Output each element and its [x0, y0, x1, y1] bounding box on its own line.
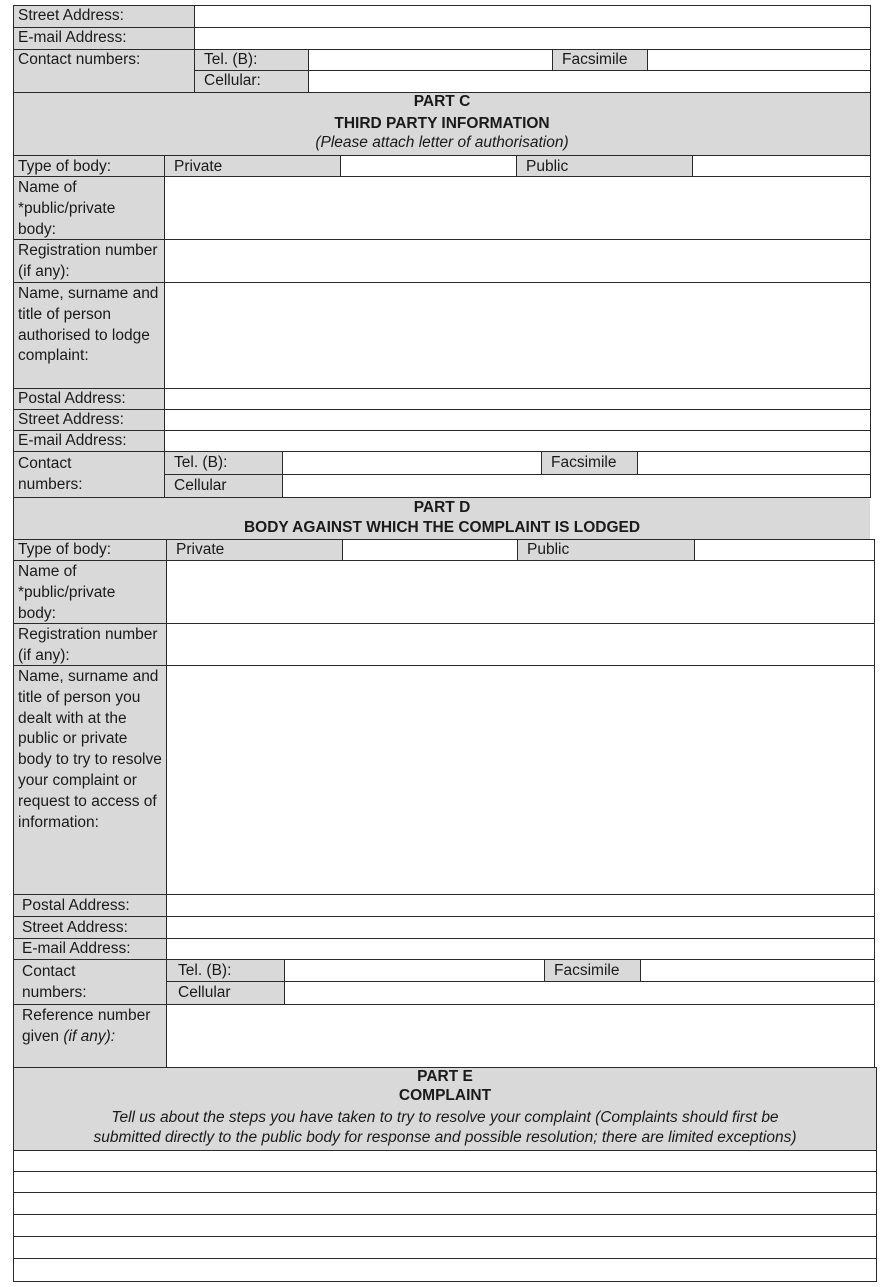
part-c-private-checkbox[interactable] — [341, 156, 516, 176]
facsimile-label: Facsimile — [562, 51, 628, 68]
complaint-line-2[interactable] — [14, 1172, 876, 1192]
part-d-cellular-field[interactable] — [285, 982, 874, 1004]
part-c-public-label: Public — [526, 158, 569, 175]
part-d-contact-label: Contact numbers: — [22, 963, 87, 1001]
part-d-street-field[interactable] — [167, 917, 874, 938]
part-c-public-checkbox[interactable] — [693, 156, 870, 176]
part-c-postal-label: Postal Address: — [18, 390, 126, 407]
part-d-registration-label: Registration number (if any): — [18, 626, 158, 664]
complaint-line-1[interactable] — [14, 1151, 876, 1171]
part-e-note-2: submitted directly to the public body for response and possible resolution; there are limited exceptions) — [93, 1129, 797, 1146]
part-e-header — [14, 1069, 876, 1146]
tel-b-label: Tel. (B): — [204, 51, 258, 68]
part-d-cellular-label: Cellular — [178, 984, 231, 1001]
part-d-email-label: E-mail Address: — [22, 940, 131, 957]
part-d-name-of-body-label: Name of *public/private body: — [18, 563, 116, 622]
part-c-tel-b-label: Tel. (B): — [174, 454, 228, 471]
part-d-name-of-body-field[interactable] — [167, 561, 874, 623]
part-c-email-label: E-mail Address: — [18, 432, 127, 449]
part-c-name-of-body-label: Name of *public/private body: — [18, 179, 116, 238]
part-e-title: COMPLAINT — [398, 1087, 492, 1104]
part-d-email-field[interactable] — [167, 939, 874, 959]
part-c-label: PART C — [413, 93, 471, 110]
part-c-note: (Please attach letter of authorisation) — [315, 134, 569, 151]
part-d-public-checkbox[interactable] — [695, 540, 874, 560]
part-c-private-label: Private — [174, 158, 223, 175]
part-c-tel-b-field[interactable] — [283, 452, 541, 474]
part-d-facsimile-label: Facsimile — [554, 962, 620, 979]
part-c-facsimile-label: Facsimile — [551, 454, 617, 471]
part-e-note-1: Tell us about the steps you have taken to try to resolve your complaint (Complaints should first be — [111, 1109, 779, 1126]
part-d-header — [14, 500, 870, 536]
email-address-field[interactable] — [195, 28, 870, 49]
email-address-label: E-mail Address: — [18, 29, 127, 46]
part-c-street-field[interactable] — [165, 410, 870, 430]
part-d-reference-field[interactable] — [167, 1005, 874, 1067]
part-c-registration-label: Registration number (if any): — [18, 242, 158, 280]
complaint-line-6[interactable] — [14, 1259, 876, 1281]
contact-numbers-label: Contact numbers: — [18, 51, 141, 68]
part-d-reference-label — [22, 1006, 166, 1048]
part-c-name-of-body-field[interactable] — [165, 177, 870, 239]
part-d-public-label: Public — [527, 541, 570, 558]
part-c-postal-field[interactable] — [165, 389, 870, 409]
cellular-label: Cellular: — [204, 72, 261, 89]
part-c-type-of-body-label: Type of body: — [18, 158, 112, 175]
part-d-tel-b-label: Tel. (B): — [178, 962, 232, 979]
part-c-person-label: Name, surname and title of person authorised to lodge complaint: — [18, 285, 159, 365]
part-d-reference-italic-1: (if — [63, 1027, 77, 1045]
street-address-field[interactable] — [195, 6, 870, 27]
part-c-cellular-label: Cellular — [174, 477, 227, 494]
part-c-person-field[interactable] — [165, 283, 870, 388]
complaint-line-3[interactable] — [14, 1193, 876, 1214]
part-d-postal-label: Postal Address: — [22, 897, 130, 914]
part-d-reference-main: Reference number given — [22, 1007, 151, 1045]
part-d-tel-b-field[interactable] — [285, 960, 544, 981]
part-d-postal-field[interactable] — [167, 895, 874, 916]
cellular-field[interactable] — [309, 71, 870, 92]
part-d-private-checkbox[interactable] — [343, 540, 517, 560]
part-c-cellular-field[interactable] — [283, 475, 870, 497]
part-c-email-field[interactable] — [165, 431, 870, 451]
facsimile-field[interactable] — [648, 50, 870, 70]
part-c-title: THIRD PARTY INFORMATION — [334, 115, 550, 132]
tel-b-field[interactable] — [309, 50, 552, 70]
part-c-header — [14, 94, 870, 151]
part-e-label: PART E — [417, 1068, 473, 1085]
part-d-label: PART D — [413, 499, 471, 516]
complaint-line-5[interactable] — [14, 1237, 876, 1258]
part-c-contact-label: Contact numbers: — [18, 455, 83, 493]
part-d-person-label: Name, surname and title of person you dealt with at the public or private body to try to resolve your complaint or request to access of information: — [18, 668, 162, 831]
part-d-registration-field[interactable] — [167, 624, 874, 665]
complaint-line-4[interactable] — [14, 1215, 876, 1236]
part-c-registration-field[interactable] — [165, 240, 870, 282]
part-c-facsimile-field[interactable] — [638, 452, 870, 474]
part-c-street-label: Street Address: — [18, 411, 124, 428]
part-d-private-label: Private — [176, 541, 225, 558]
part-d-reference-italic-2: any): — [80, 1027, 116, 1045]
street-address-label: Street Address: — [18, 7, 124, 24]
part-d-street-label: Street Address: — [22, 919, 128, 936]
part-d-type-of-body-label: Type of body: — [18, 541, 112, 558]
part-d-person-field[interactable] — [167, 666, 874, 894]
part-d-facsimile-field[interactable] — [641, 960, 874, 981]
part-d-title: BODY AGAINST WHICH THE COMPLAINT IS LODGED — [243, 519, 641, 536]
